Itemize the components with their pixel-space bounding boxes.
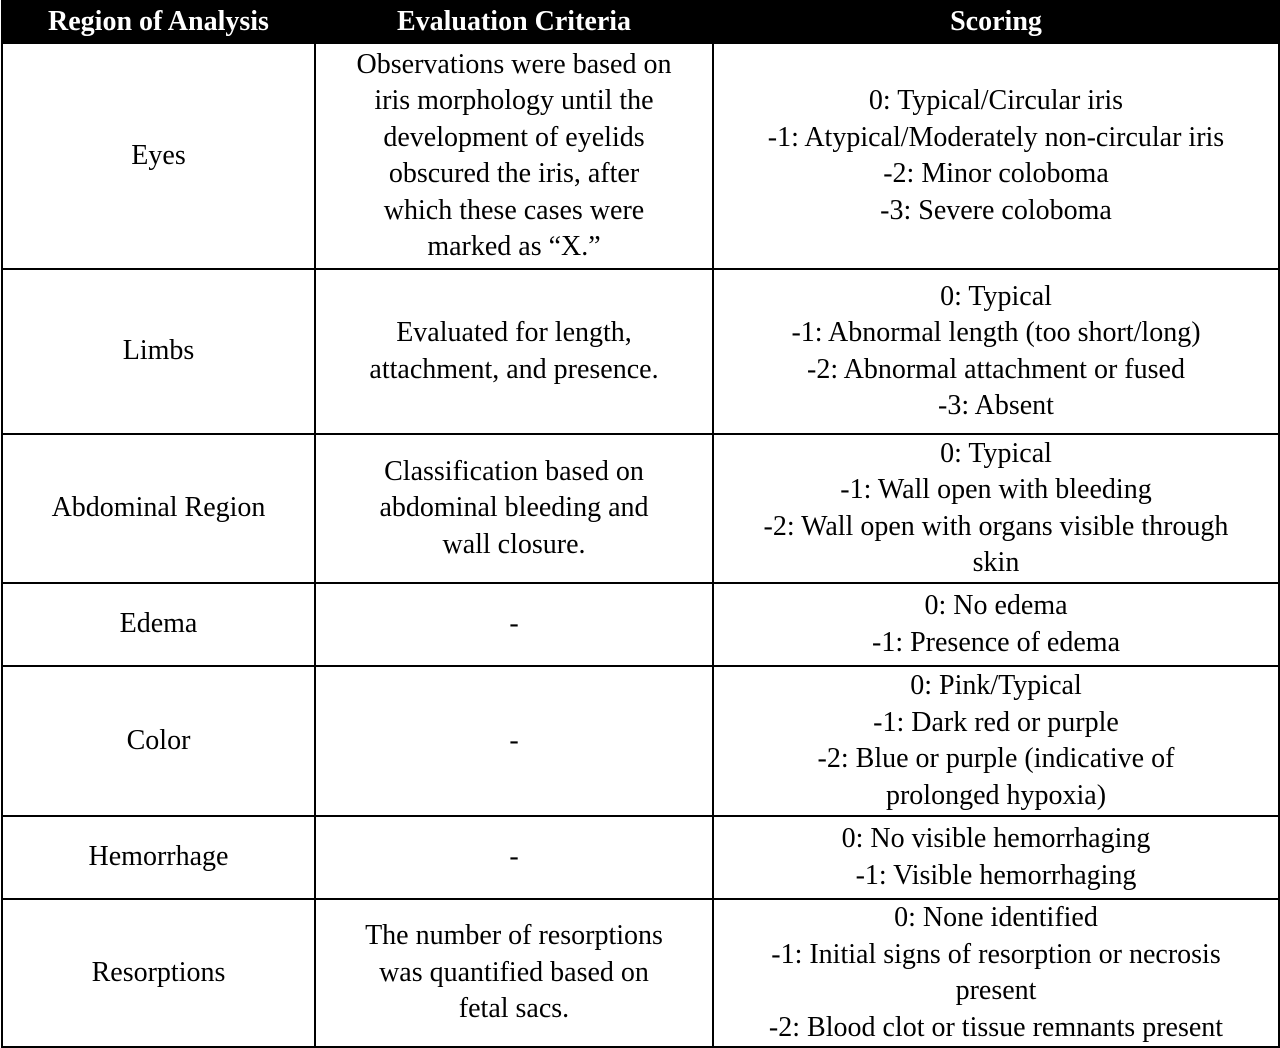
criteria-line: Observations were based on — [356, 48, 672, 80]
criteria-line: marked as “X.” — [427, 231, 601, 262]
scoring-line: 0: Typical/Circular iris — [868, 85, 1124, 116]
scoring-line: -2: Minor coloboma — [883, 158, 1109, 189]
criteria-line: - — [509, 841, 519, 873]
table-row — [2, 666, 1279, 816]
scoring-line: 0: No visible hemorrhaging — [841, 823, 1151, 854]
scoring-line: 0: Typical — [940, 280, 1052, 312]
scoring-cell — [713, 583, 1279, 666]
region-cell: Resorptions — [2, 899, 315, 1047]
scoring-cell — [713, 666, 1279, 816]
criteria-line: Evaluated for length, — [396, 317, 632, 348]
scoring-line: -1: Initial signs of resorption or necrosis — [771, 938, 1221, 970]
criteria-cell — [315, 43, 713, 269]
table-row — [2, 899, 1279, 1047]
scoring-line: present — [955, 975, 1037, 1006]
scoring-criteria-table — [1, 0, 1280, 1048]
table-row — [2, 269, 1279, 434]
scoring-line: -1: Wall open with bleeding — [840, 474, 1152, 505]
header-criteria: Evaluation Criteria — [315, 1, 713, 43]
table-row — [2, 816, 1279, 899]
table-row — [2, 583, 1279, 666]
scoring-line: -1: Presence of edema — [872, 626, 1120, 658]
scoring-line: prolonged hypoxia) — [885, 779, 1107, 811]
criteria-cell — [315, 434, 713, 583]
scoring-line: 0: No edema — [924, 590, 1068, 621]
scoring-line: -3: Severe coloboma — [880, 194, 1112, 226]
criteria-cell — [315, 899, 713, 1047]
scoring-line: -2: Wall open with organs visible through — [763, 510, 1229, 542]
region-cell: Edema — [2, 583, 315, 666]
scoring-cell — [713, 269, 1279, 434]
criteria-line: wall closure. — [442, 528, 586, 560]
scoring-line: -3: Absent — [938, 390, 1054, 421]
header-region: Region of Analysis — [2, 1, 315, 43]
scoring-line: 0: None identified — [894, 902, 1098, 933]
header-row — [2, 1, 1279, 43]
scoring-line: 0: Pink/Typical — [910, 670, 1082, 701]
scoring-line: -1: Visible hemorrhaging — [855, 859, 1137, 891]
region-cell: Abdominal Region — [2, 434, 315, 583]
table-row — [2, 43, 1279, 269]
scoring-line: 0: Typical — [940, 437, 1052, 469]
table-header — [2, 1, 1279, 43]
scoring-line: -1: Abnormal length (too short/long) — [791, 317, 1201, 348]
criteria-cell — [315, 666, 713, 816]
criteria-line: iris morphology until the — [374, 85, 654, 116]
criteria-line: abdominal bleeding and — [379, 492, 649, 524]
criteria-cell — [315, 269, 713, 434]
criteria-line: was quantified based on — [379, 956, 649, 988]
scoring-line: -2: Blue or purple (indicative of — [817, 743, 1175, 774]
scoring-line: -2: Abnormal attachment or fused — [807, 353, 1185, 385]
scoring-line: skin — [972, 547, 1020, 578]
region-cell: Hemorrhage — [2, 816, 315, 899]
criteria-cell — [315, 816, 713, 899]
region-cell: Color — [2, 666, 315, 816]
criteria-line: fetal sacs. — [458, 993, 570, 1025]
criteria-line: The number of resorptions — [365, 920, 663, 952]
table-body — [2, 43, 1279, 1047]
criteria-line: which these cases were — [383, 194, 645, 226]
scoring-cell — [713, 43, 1279, 269]
scoring-cell — [713, 899, 1279, 1047]
scoring-line: -1: Dark red or purple — [873, 706, 1119, 738]
scoring-line: -2: Blood clot or tissue remnants present — [768, 1011, 1224, 1043]
header-scoring: Scoring — [713, 1, 1279, 43]
criteria-line: development of eyelids — [383, 121, 645, 153]
criteria-line: attachment, and presence. — [369, 353, 659, 385]
region-cell: Eyes — [2, 43, 315, 269]
criteria-line: Classification based on — [384, 455, 644, 487]
scoring-cell — [713, 434, 1279, 583]
criteria-line: - — [509, 608, 519, 640]
region-cell: Limbs — [2, 269, 315, 434]
criteria-cell — [315, 583, 713, 666]
scoring-cell — [713, 816, 1279, 899]
table-row — [2, 434, 1279, 583]
criteria-line: obscured the iris, after — [388, 158, 640, 189]
criteria-line: - — [509, 724, 519, 756]
scoring-line: -1: Atypical/Moderately non-circular iris — [767, 121, 1225, 153]
